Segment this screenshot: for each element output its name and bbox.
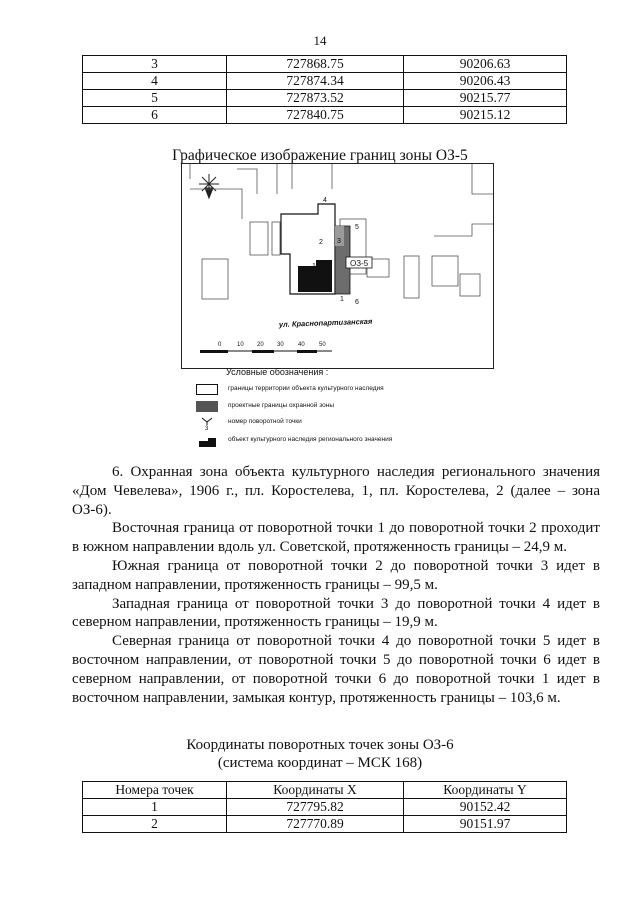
- point-number-cell: 3: [83, 56, 227, 73]
- coordinates-heading: [0, 736, 640, 772]
- point-number-cell: 5: [83, 90, 227, 107]
- coord-x-cell: 727770.89: [227, 816, 404, 833]
- coord-y-cell: 90206.63: [404, 56, 567, 73]
- table-row: [83, 816, 567, 833]
- coord-x-cell: 727874.34: [227, 73, 404, 90]
- zone-map-drawing: [182, 164, 493, 368]
- legend-item: [196, 382, 496, 396]
- table-row: [83, 73, 567, 90]
- point-number-cell: 6: [83, 107, 227, 124]
- scale-tick-label: 0: [218, 342, 222, 348]
- table-row: [83, 799, 567, 816]
- point-label-5: 5: [355, 224, 359, 231]
- coord-x-cell: 727868.75: [227, 56, 404, 73]
- coord-y-cell: 90215.77: [404, 90, 567, 107]
- coord-y-cell: 90215.12: [404, 107, 567, 124]
- scale-tick-label: 40: [298, 342, 305, 348]
- coordinates-heading-line1: Координаты поворотных точек зоны ОЗ-6: [186, 737, 454, 753]
- paragraph: Северная граница от поворотной точки 4 до поворотной точки 5 идет в восточном направлении, от поворотной точки 5 до поворотной точки 6 идет в северном направлении, от поворотной точки 6 до поворотной точки 1 идет в восточном направлении, замыкая контур, протяженность границы – 103,6 м.: [72, 633, 600, 706]
- street-label: ул. Краснопартизанская: [278, 316, 373, 329]
- point-label-2: 2: [319, 239, 323, 246]
- top-coordinates-table: [82, 55, 567, 124]
- legend-item: [196, 433, 496, 447]
- scale-tick-label: 10: [237, 342, 244, 348]
- point-label-1-5: 1.5: [312, 263, 322, 270]
- scale-bar: [200, 342, 332, 353]
- point-label-1: 1: [340, 296, 344, 303]
- zone-label: ОЗ-5: [350, 259, 369, 268]
- coord-x-cell: 727795.82: [227, 799, 404, 816]
- column-header: Номера точек: [83, 782, 227, 799]
- paragraph: 6. Охранная зона объекта культурного наследия регионального значения «Дом Чевелева», 1906 г., пл. Коростелева, 1, пл. Коростелева, 2 (далее – зона ОЗ-6).: [72, 464, 600, 518]
- table-row: [83, 90, 567, 107]
- zone-description: [72, 463, 600, 707]
- paragraph: Восточная граница от поворотной точки 1 до поворотной точки 2 проходит в южном направлении вдоль ул. Советской, протяженность границы – 24,9 м.: [72, 520, 600, 556]
- svg-text:3: 3: [205, 426, 209, 430]
- legend-item: [196, 415, 496, 429]
- table-row: [83, 107, 567, 124]
- turn-point-icon: [196, 417, 218, 428]
- legend-label: проектные границы охранной зоны: [228, 402, 334, 409]
- legend-item: [196, 399, 496, 413]
- table-row: [83, 56, 567, 73]
- bottom-coordinates-table: [82, 781, 567, 833]
- legend-swatch-heritage-object: [196, 435, 218, 446]
- coord-x-cell: 727840.75: [227, 107, 404, 124]
- legend-swatch-heritage-boundary: [196, 384, 218, 395]
- point-number-cell: 1: [83, 799, 227, 816]
- coordinates-heading-line2: (система координат – МСК 168): [217, 755, 423, 771]
- scale-tick-label: 20: [257, 342, 264, 348]
- scale-tick-label: 50: [319, 342, 326, 348]
- coord-x-cell: 727873.52: [227, 90, 404, 107]
- page-number: 14: [313, 33, 327, 48]
- legend-swatch-protection-zone: [196, 401, 218, 412]
- table-header-row: [83, 782, 567, 799]
- legend-label: границы территории объекта культурного наследия: [228, 385, 384, 392]
- point-number-cell: 4: [83, 73, 227, 90]
- north-arrow-icon: [199, 174, 219, 198]
- legend-label: номер поворотной точки: [228, 418, 302, 425]
- coord-y-cell: 90206.43: [404, 73, 567, 90]
- point-label-6: 6: [355, 299, 359, 306]
- point-label-3: 3: [337, 238, 341, 245]
- coord-y-cell: 90151.97: [404, 816, 567, 833]
- legend-label: объект культурного наследия регионального значения: [228, 436, 393, 443]
- column-header: Координаты Y: [404, 782, 567, 799]
- zone-map: [181, 163, 494, 369]
- legend-title: Условные обозначения :: [226, 367, 329, 377]
- paragraph: Западная граница от поворотной точки 3 до поворотной точки 4 идет в северном направлении, протяженность границы – 19,9 м.: [72, 595, 600, 631]
- figure-title: Графическое изображение границ зоны ОЗ-5: [172, 147, 468, 164]
- point-label-4: 4: [323, 197, 327, 204]
- point-number-cell: 2: [83, 816, 227, 833]
- coord-y-cell: 90152.42: [404, 799, 567, 816]
- scale-tick-label: 30: [277, 342, 284, 348]
- paragraph: Южная граница от поворотной точки 2 до поворотной точки 3 идет в западном направлении, протяженность границы – 99,5 м.: [72, 557, 600, 593]
- column-header: Координаты X: [227, 782, 404, 799]
